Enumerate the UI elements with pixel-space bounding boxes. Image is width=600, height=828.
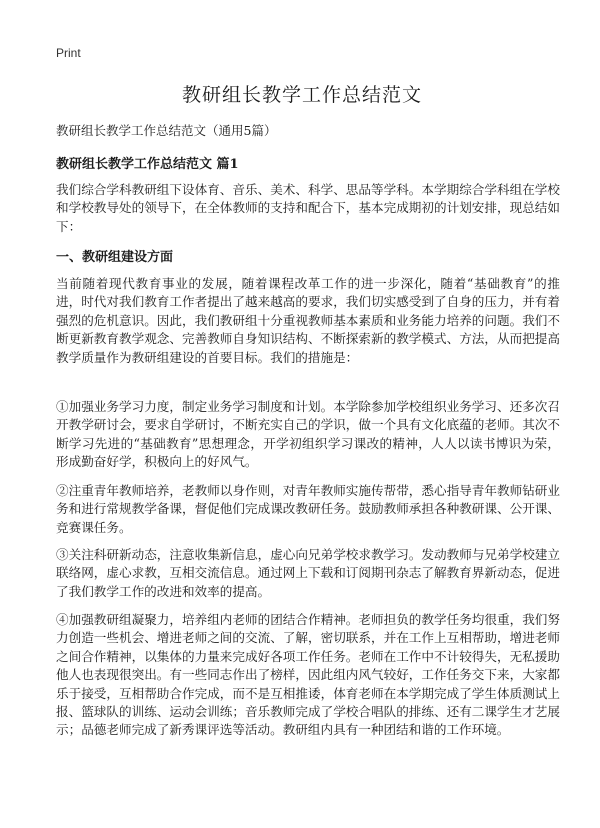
- intro-paragraph: 我们综合学科教研组下设体育、音乐、美术、科学、思品等学科。本学期综合学科组在学校和学校教导处的领导下，在全体教师的支持和配合下，基本完成期初的计划安排，现总结如下：: [56, 182, 560, 234]
- paragraph-5: ④加强教研组凝聚力，培养组内老师的团结合作精神。老师担负的教学任务均很重，我们努力创造一些机会、增进老师之间的交流、了解，密切联系，并在工作上互相帮助，增进老师之间合作精神，以集体的力量来完成好各项工作任务。老师在工作中不计较得失，无私援助他人也表现很突出。有一些同志作出了榜样，因此组内风气较好，工作任务交下来，大家都乐于接受，互相帮助合作完成，而不是互相推诿，体育老师在本学期完成了学生体质测试上报、篮球队的训练、运动会训练；音乐教师完成了学校合唱队的排练、还有二课学生才艺展示；品德老师完成了新秀课评选等活动。教研组内具有一种团结和谐的工作环境。: [56, 612, 560, 738]
- print-link[interactable]: Print: [56, 46, 81, 60]
- paragraph-2: ①加强业务学习力度，制定业务学习制度和计划。本学除参加学校组织业务学习、还多次召开教学研讨会，要求自学研讨，不断充实自己的学识，做一个具有文化底蕴的老师。其次不断学习先进的“基础教育”思想理念，开学初组织学习课改的精神，人人以读书博识为荣，形成勤奋好学，积极向上的好风气。: [56, 399, 560, 470]
- part-heading: 一、教研组建设方面: [56, 250, 174, 265]
- section-heading: 教研组长教学工作总结范文 篇1: [56, 157, 239, 172]
- document-title: 教研组长教学工作总结范文: [181, 84, 422, 106]
- paragraph-3: ②注重青年教师培养，老教师以身作则，对青年教师实施传帮带，悉心指导青年教师钻研业务和进行常规教学备课，督促他们完成课改教研任务。鼓励教师承担各种教研课、公开课、竞赛课任务。: [56, 483, 560, 535]
- paragraph-1: 当前随着现代教育事业的发展，随着课程改革工作的进一步深化，随着“基础教育”的推进，时代对我们教育工作者提出了越来越高的要求，我们切实感受到了自身的压力，并有着强烈的危机意识。因此，我们教研组十分重视教师基本素质和业务能力培养的问题。我们不断更新教育教学观念、完善教师自身知识结构、不断探索新的教学模式、方法，从而把提高教学质量作为教研组建设的首要目标。我们的措施是：: [56, 276, 560, 365]
- document-subtitle: 教研组长教学工作总结范文（通用5篇）: [56, 123, 277, 138]
- paragraph-4: ③关注科研新动态，注意收集新信息，虚心向兄弟学校求教学习。发动教师与兄弟学校建立联络网，虚心求教，互相交流信息。通过网上下载和订阅期刊杂志了解教育界新动态，促进了我们教学工作的改进和效率的提高。: [56, 547, 560, 599]
